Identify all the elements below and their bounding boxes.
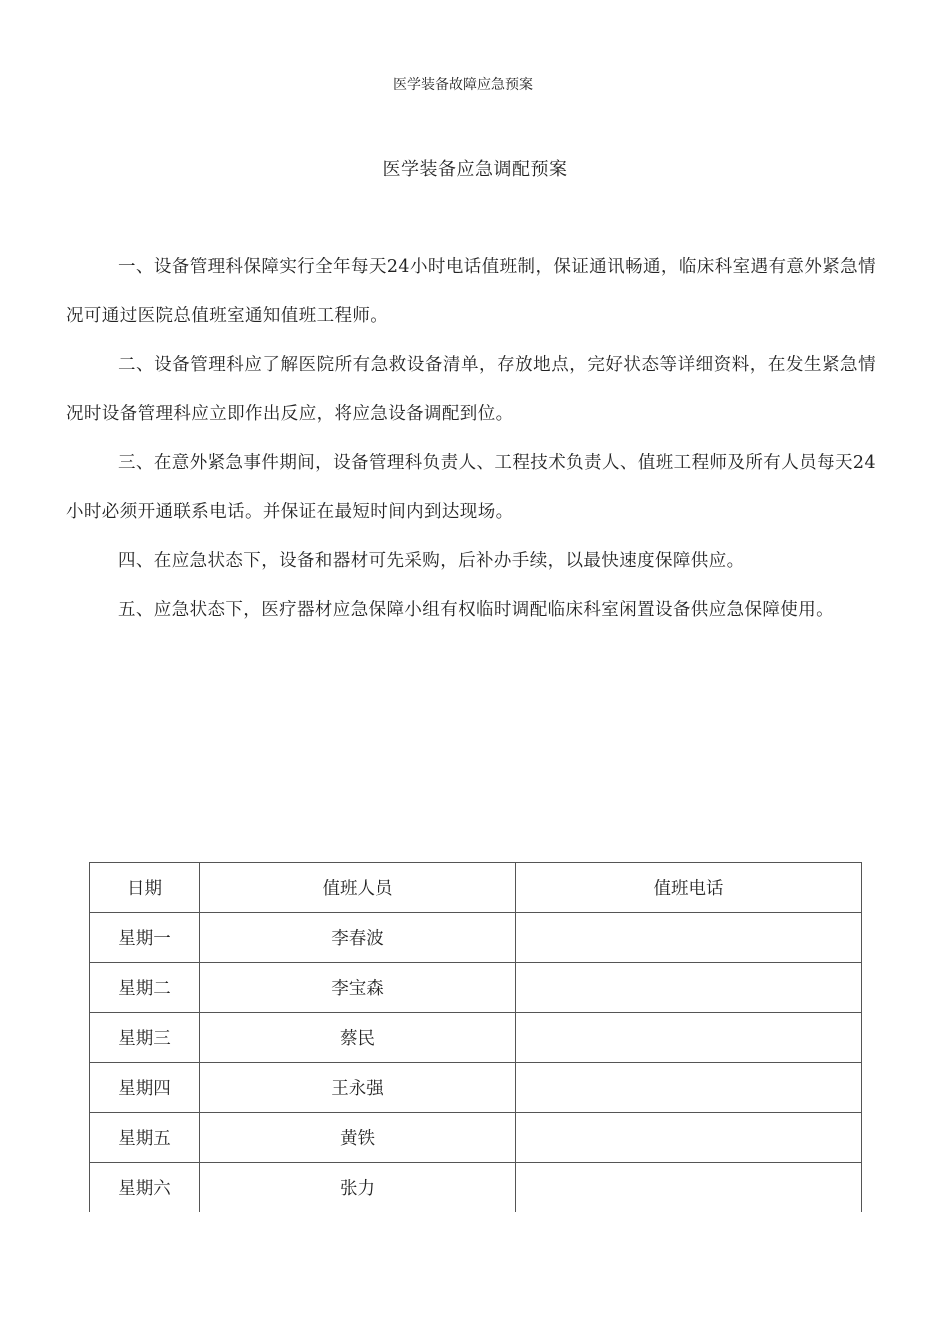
row-day: 星期三 bbox=[90, 1013, 200, 1063]
row-person: 黄铁 bbox=[200, 1113, 516, 1163]
row-phone bbox=[516, 963, 862, 1013]
row-person: 李宝森 bbox=[200, 963, 516, 1013]
row-phone bbox=[516, 1113, 862, 1163]
paragraph-4: 四、在应急状态下，设备和器材可先采购，后补办手续，以最快速度保障供应。 bbox=[118, 551, 745, 571]
table-row bbox=[90, 963, 862, 1013]
paragraph-5: 五、应急状态下，医疗器材应急保障小组有权临时调配临床科室闲置设备供应急保障使用。 bbox=[118, 600, 834, 620]
paragraph-1: 一、设备管理科保障实行全年每天24小时电话值班制，保证通讯畅通，临床科室遇有意外紧急情况可通过医院总值班室通知值班工程师。 bbox=[66, 257, 876, 326]
header-person: 值班人员 bbox=[200, 863, 516, 913]
table-header-row bbox=[90, 863, 862, 913]
row-day: 星期二 bbox=[90, 963, 200, 1013]
row-person: 李春波 bbox=[200, 913, 516, 963]
row-day: 星期六 bbox=[90, 1163, 200, 1213]
document-title: 医学装备应急调配预案 bbox=[382, 159, 568, 180]
table-row bbox=[90, 1063, 862, 1113]
row-person: 张力 bbox=[200, 1163, 516, 1213]
row-person: 蔡民 bbox=[200, 1013, 516, 1063]
row-phone bbox=[516, 1013, 862, 1063]
header-date: 日期 bbox=[90, 863, 200, 913]
row-phone bbox=[516, 1063, 862, 1113]
duty-table bbox=[89, 862, 862, 1212]
row-phone bbox=[516, 1163, 862, 1213]
table-row bbox=[90, 1113, 862, 1163]
row-day: 星期一 bbox=[90, 913, 200, 963]
table-row bbox=[90, 1013, 862, 1063]
row-phone bbox=[516, 913, 862, 963]
paragraph-3: 三、在意外紧急事件期间，设备管理科负责人、工程技术负责人、值班工程师及所有人员每天24小时必须开通联系电话。并保证在最短时间内到达现场。 bbox=[66, 453, 876, 522]
row-day: 星期四 bbox=[90, 1063, 200, 1113]
table-row bbox=[90, 1163, 862, 1213]
row-day: 星期五 bbox=[90, 1113, 200, 1163]
header-title: 医学装备故障应急预案 bbox=[393, 77, 533, 93]
document-body bbox=[66, 243, 876, 635]
row-person: 王永强 bbox=[200, 1063, 516, 1113]
paragraph-2: 二、设备管理科应了解医院所有急救设备清单，存放地点，完好状态等详细资料，在发生紧急情况时设备管理科应立即作出反应，将应急设备调配到位。 bbox=[66, 355, 876, 424]
table-row bbox=[90, 913, 862, 963]
header-phone: 值班电话 bbox=[516, 863, 862, 913]
